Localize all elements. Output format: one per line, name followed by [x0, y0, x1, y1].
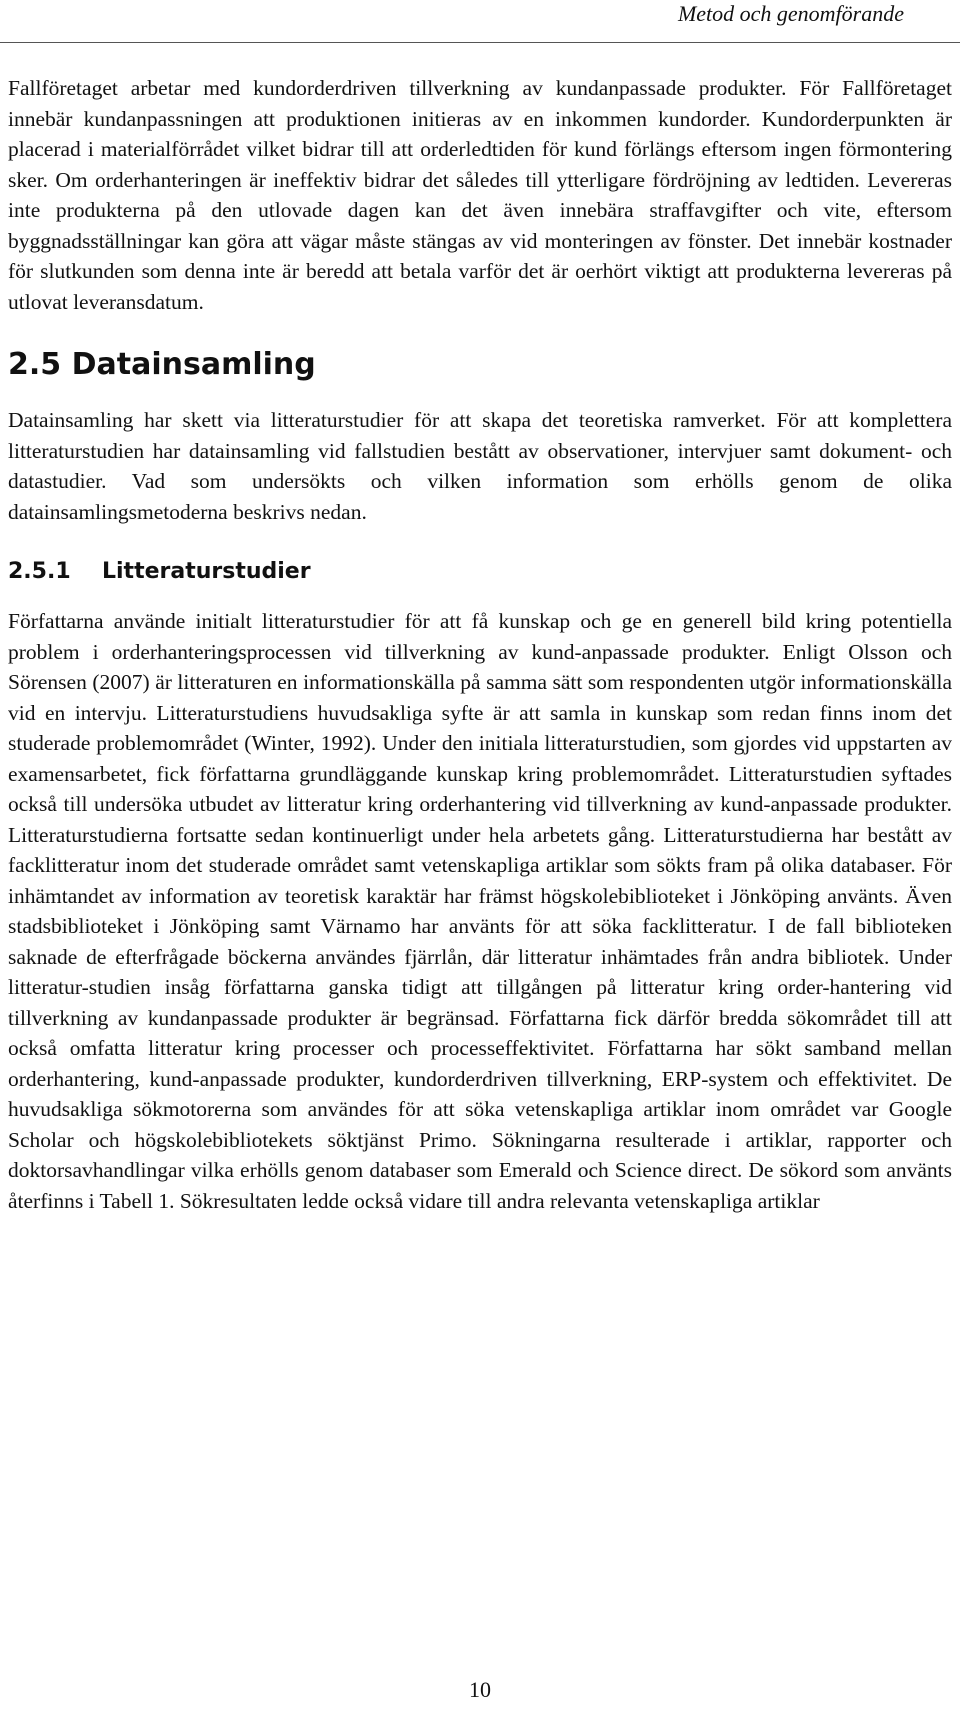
subsection-title: Litteraturstudier: [102, 559, 311, 584]
header-divider: [0, 42, 960, 43]
page-number: 10: [469, 1677, 491, 1702]
running-header: Metod och genomförande: [677, 1, 904, 26]
section-number: 2.5: [8, 347, 62, 382]
subsection-number: 2.5.1: [8, 559, 71, 584]
subsection-heading-litteraturstudier: [8, 557, 952, 587]
paragraph-litteraturstudier: Författarna använde initialt litteraturstudier för att få kunskap och ge en generell bild kring potentiella problem i orderhanteringsprocessen vid tillverkning av kund-anpassade produkter. Enligt Olsson och Sörensen (2007) är litteraturen en informationskälla på samma sätt som respondenten utgör informationskälla vid en intervju. Litteraturstudiens huvudsakliga syfte är att samla in kunskap som redan finns inom det studerade problemområdet (Winter, 1992). Under den initiala litteraturstudien, som gjordes vid uppstarten av examensarbetet, fick författarna grundläggande kunskap kring problemområdet. Litteraturstudien syftades också till undersöka utbudet av litteratur kring orderhantering vid tillverkning av kund-anpassade produkter. Litteraturstudierna fortsatte sedan kontinuerligt under hela arbetets gång. Litteraturstudierna har bestått av facklitteratur inom det studerade området samt vetenskapliga artiklar som sökts fram på olika databaser. För inhämtandet av information av teoretisk karaktär har främst högskolebiblioteket i Jönköping använts. Även stadsbiblioteket i Jönköping samt Värnamo har använts för att söka facklitteratur. I de fall biblioteken saknade de efterfrågade böckerna användes fjärrlån, där litteratur inhämtades från andra bibliotek. Under litteratur-studien insåg författarna ganska tidigt att tillgången på litteratur kring order-hantering vid tillverkning av kundanpassade produkter är begränsad. Författarna fick därför bredda sökområdet till att också omfatta litteratur kring processer och processeffektivitet. Författarna har sökt samband mellan orderhantering, kund-anpassade produkter, kundorderdriven tillverkning, ERP-system och effektivitet. De huvudsakliga sökmotorerna som användes för att söka vetenskapliga artiklar inom området var Google Scholar och högskolebibliotekets söktjänst Primo. Sökningarna resulterade i artiklar, rapporter och doktorsavhandlingar vilka erhölls genom databaser som Emerald och Science direct. De sökord som använts återfinns i Tabell 1. Sökresultaten ledde också vidare till andra relevanta vetenskapliga artiklar: [8, 609, 952, 1213]
page-body: [8, 73, 952, 1216]
section-heading-datainsamling: [8, 346, 952, 384]
paragraph-datainsamling: Datainsamling har skett via litteraturstudier för att skapa det teoretiska ramverket. För att komplettera litteraturstudien har datainsamling vid fallstudien bestått av observationer, intervjuer samt dokument- och datastudier. Vad som undersökts och vilken information som erhölls genom de olika datainsamlingsmetoderna beskrivs nedan.: [8, 408, 952, 524]
paragraph-intro: Fallföretaget arbetar med kundorderdriven tillverkning av kundanpassade produkter. För Fallföretaget innebär kundanpassningen att produktionen initieras av en inkommen kundorder. Kundorderpunkten är placerad i materialförrådet vilket bidrar till att orderledtiden för kund förlängs eftersom ingen förmontering sker. Om orderhanteringen är ineffektiv bidrar det således till ytterligare fördröjning av ledtiden. Levereras inte produkterna på den utlovade dagen kan det även innebära straffavgifter och vite, eftersom byggnadsställningar kan göra att vägar måste stängas av vid monteringen av fönster. Det innebär kostnader för slutkunden som denna inte är beredd att betala varför det är oerhört viktigt att produkterna levereras på utlovat leveransdatum.: [8, 76, 952, 314]
section-title: Datainsamling: [71, 347, 316, 382]
